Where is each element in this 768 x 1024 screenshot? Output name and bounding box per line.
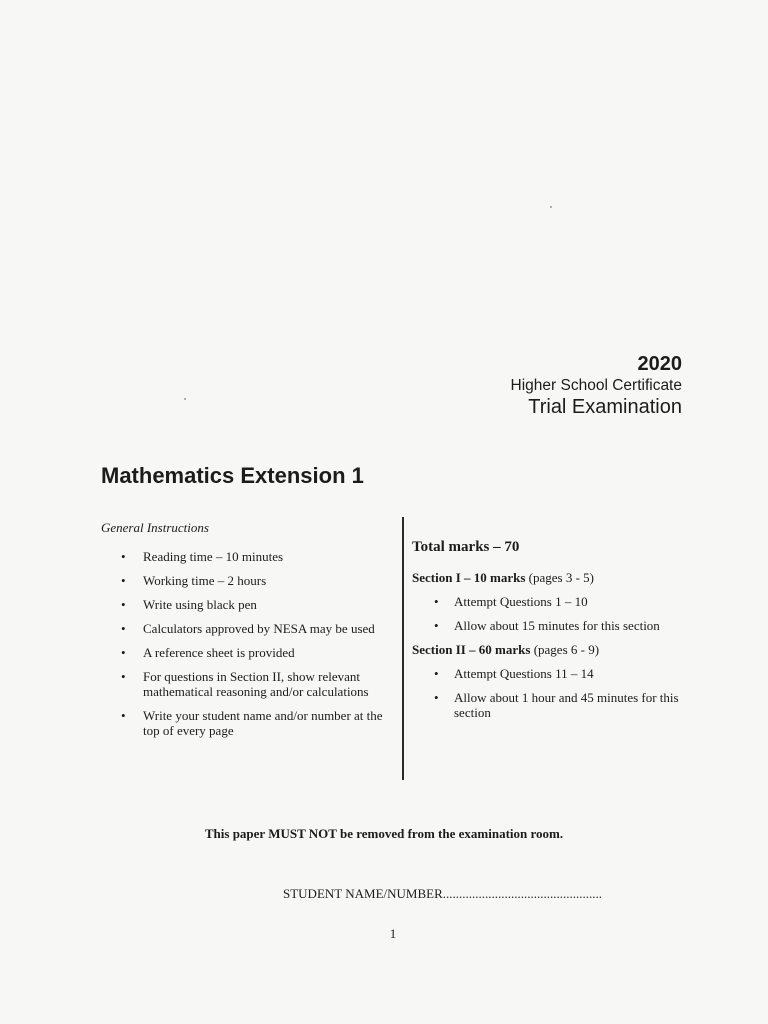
section-2-list <box>412 666 702 720</box>
bullet-icon: • <box>121 549 126 564</box>
section-1-label: Section I – 10 marks <box>412 570 526 585</box>
section-1-pages: (pages 3 - 5) <box>525 570 594 585</box>
removal-notice: This paper MUST NOT be removed from the examination room. <box>204 826 564 841</box>
bullet-icon: • <box>121 621 126 636</box>
section-2-item: Allow about 1 hour and 45 minutes for this section <box>454 690 679 720</box>
general-instructions-title: General Instructions <box>101 520 209 535</box>
instruction-text: Calculators approved by NESA may be used <box>143 621 375 636</box>
list-item <box>101 549 391 564</box>
section-2-item: Attempt Questions 11 – 14 <box>454 666 594 681</box>
list-item <box>101 708 391 738</box>
instruction-text: Write using black pen <box>143 597 257 612</box>
scan-speck <box>550 206 552 208</box>
section-1-item: Allow about 15 minutes for this section <box>454 618 660 633</box>
list-item <box>412 618 679 633</box>
exam-header <box>511 352 682 419</box>
list-item <box>101 573 391 588</box>
exam-year: 2020 <box>637 353 682 375</box>
bullet-icon: • <box>121 669 126 684</box>
list-item <box>412 594 679 609</box>
list-item <box>412 690 679 720</box>
bullet-icon: • <box>434 666 439 681</box>
bullet-icon: • <box>434 690 439 705</box>
student-name-field: STUDENT NAME/NUMBER................................................. <box>283 886 602 901</box>
list-item <box>101 597 391 612</box>
bullet-icon: • <box>121 645 126 660</box>
section-1-item: Attempt Questions 1 – 10 <box>454 594 588 609</box>
subject-title: Mathematics Extension 1 <box>101 463 364 488</box>
page-number: 1 <box>389 926 397 941</box>
list-item <box>412 666 679 681</box>
instruction-text: For questions in Section II, show relevant mathematical reasoning and/or calculations <box>143 669 369 699</box>
section-2-label: Section II – 60 marks <box>412 642 531 657</box>
section-1-heading <box>412 570 702 585</box>
instruction-text: Write your student name and/or number at the top of every page <box>143 708 383 738</box>
instruction-text: Reading time – 10 minutes <box>143 549 284 564</box>
list-item <box>101 645 391 660</box>
bullet-icon: • <box>121 573 126 588</box>
section-2-pages: (pages 6 - 9) <box>530 642 600 657</box>
bullet-icon: • <box>121 597 126 612</box>
list-item <box>101 669 391 699</box>
general-instructions <box>101 520 391 747</box>
bullet-icon: • <box>434 618 439 633</box>
instruction-text: A reference sheet is provided <box>143 645 295 660</box>
certificate-name: Higher School Certificate <box>510 377 682 394</box>
instruction-text: Working time – 2 hours <box>143 573 267 588</box>
section-2-heading <box>412 642 702 657</box>
column-divider <box>402 517 404 780</box>
scan-speck <box>184 398 186 400</box>
total-marks: Total marks – 70 <box>412 539 520 555</box>
bullet-icon: • <box>434 594 439 609</box>
marks-summary <box>412 540 702 729</box>
exam-type: Trial Examination <box>528 396 682 418</box>
list-item <box>101 621 391 636</box>
instructions-list <box>101 549 391 738</box>
bullet-icon: • <box>121 708 126 723</box>
section-1-list <box>412 594 702 633</box>
